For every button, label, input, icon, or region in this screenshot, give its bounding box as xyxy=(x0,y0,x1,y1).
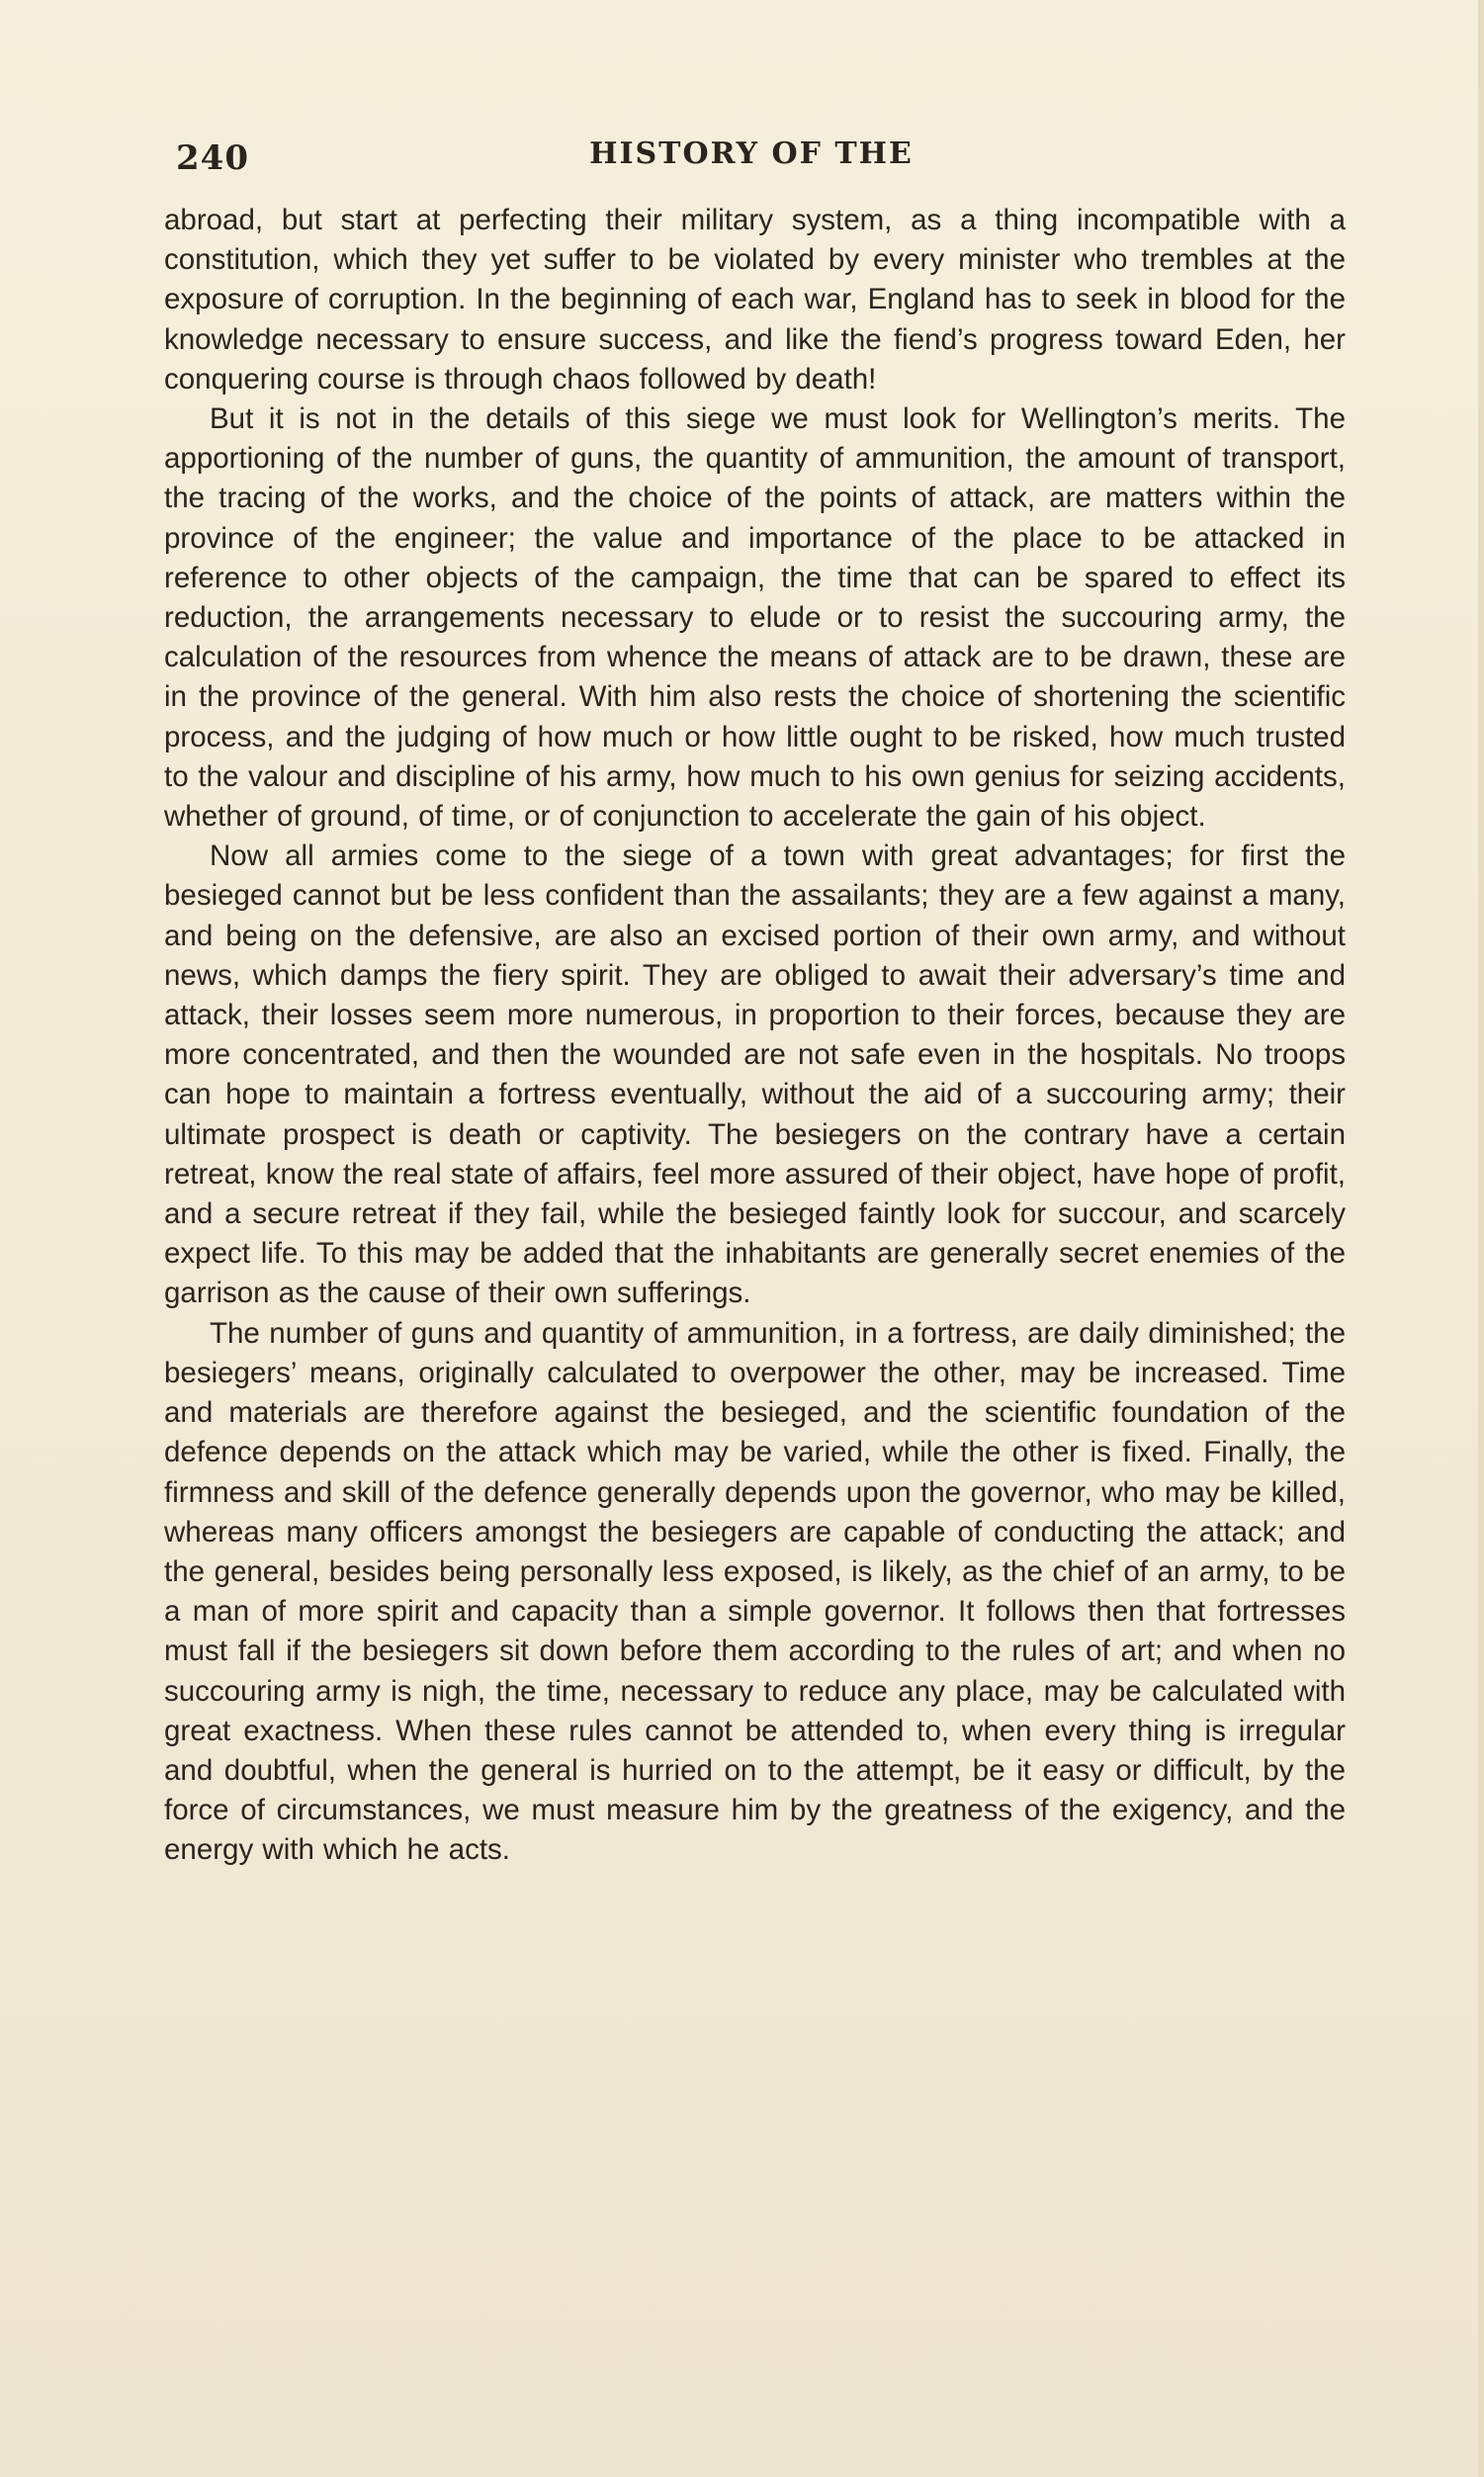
page-number: 240 xyxy=(176,138,249,178)
running-head: HISTORY OF THE xyxy=(589,136,914,171)
paragraph: abroad, but start at perfecting their military system, as a thing incompatible with a constitution, which they yet suffer to be violated by every minister who trembles at the exposure of corruption. In the beginning of each war, England has to seek in blood for the knowledge necessary to ensure success, and like the fiend’s progress toward Eden, her conquering course is through chaos followed by death! xyxy=(164,204,1346,396)
paragraph: But it is not in the details of this siege we must look for Wellington’s merits. The apportioning of the number of guns, the quantity of ammunition, the amount of transport, the tracing of the works, and the choice of the points of attack, are matters within the province of the engineer; the value and importance of the place to be attacked in reference to other objects of the campaign, the time that can be spared to effect its reduction, the arrangements necessary to elude or to resist the succouring army, the calculation of the resources from whence the means of attack are to be drawn, these are in the province of the general. With him also rests the choice of shortening the scientific process, and the judging of how much or how little ought to be risked, how much trusted to the valour and discipline of his army, how much to his own genius for seizing accidents, whether of ground, of time, or of conjunction to accelerate the gain of his object. xyxy=(164,402,1346,834)
paragraph: Now all armies come to the siege of a town with great advantages; for first the besieged cannot but be less confident than the assailants; they are a few against a many, and being on the defensive, are also an excised portion of their own army, and without news, which damps the fiery spirit. They are obliged to await their adversary’s time and attack, their losses seem more numerous, in proportion to their forces, because they are more concentrated, and then the wounded are not safe even in the hospitals. No troops can hope to maintain a fortress eventually, without the aid of a succouring army; their ultimate prospect is death or captivity. The besiegers on the contrary have a certain retreat, know the real state of affairs, feel more assured of their object, have hope of profit, and a secure retreat if they fail, while the besieged faintly look for succour, and scarcely expect life. To this may be added that the inhabitants are generally secret enemies of the garrison as the cause of their own sufferings. xyxy=(164,840,1346,1310)
paragraph: The number of guns and quantity of ammunition, in a fortress, are daily diminished; the besiegers’ means, originally calculated to overpower the other, may be increased. Time and materials are therefore against the besieged, and the scientific foundation of the defence depends on the attack which may be varied, while the other is fixed. Finally, the firmness and skill of the defence generally depends upon the governor, who may be killed, whereas many officers amongst the besiegers are capable of conducting the attack; and the general, besides being personally less exposed, is likely, as the chief of an army, to be a man of more spirit and capacity than a simple governor. It follows then that fortresses must fall if the besiegers sit down before them according to the rules of art; and when no succouring army is nigh, the time, necessary to reduce any place, may be calculated with great exactness. When these rules cannot be attended to, when every thing is irregular and doubtful, when the general is hurried on to the attempt, be it easy or difficult, by the force of circumstances, we must measure him by the greatness of the exigency, and the energy with which he acts. xyxy=(164,1316,1346,1867)
page-header xyxy=(173,129,1330,188)
body-text xyxy=(164,201,1346,1871)
